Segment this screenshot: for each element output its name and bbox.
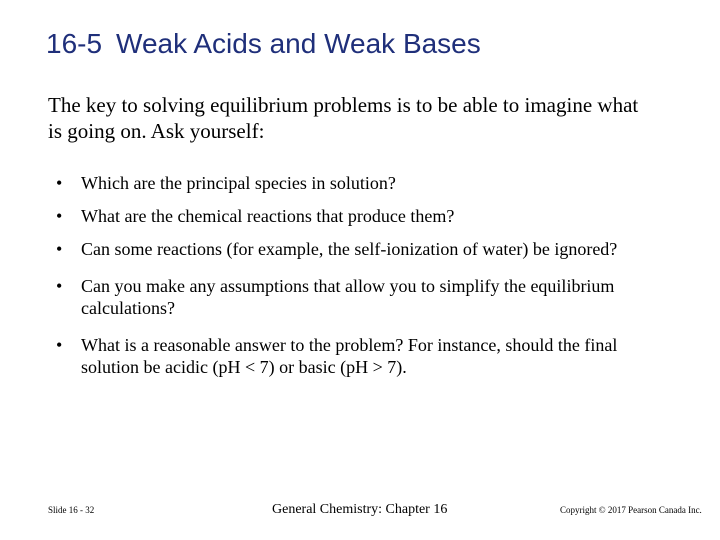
bullet-icon: • [56, 239, 63, 259]
bullet-item [56, 275, 656, 319]
slide-title-number: 16-5 [46, 28, 103, 59]
bullet-icon: • [56, 276, 63, 296]
footer-copyright: Copyright © 2017 Pearson Canada Inc. [560, 505, 702, 515]
footer-slide-number: Slide 16 - 32 [48, 505, 95, 515]
bullet-text: What is a reasonable answer to the problem? For instance, should the final solution be acidic (pH < 7) or basic (pH > 7). [81, 335, 618, 377]
bullet-item [56, 238, 656, 260]
footer-course-title: General Chemistry: Chapter 16 [272, 502, 448, 517]
bullet-item [56, 172, 656, 194]
bullet-icon: • [56, 173, 63, 193]
slide-title-text: Weak Acids and Weak Bases [116, 28, 481, 59]
bullet-icon: • [56, 335, 63, 355]
bullet-item [56, 334, 656, 378]
intro-paragraph: The key to solving equilibrium problems is to be able to imagine what is going on. Ask yourself: [48, 93, 639, 143]
bullet-list [56, 172, 656, 378]
bullet-item [56, 205, 656, 227]
bullet-text: Can you make any assumptions that allow you to simplify the equilibrium calculations? [81, 276, 615, 318]
slide-title [46, 28, 481, 60]
bullet-text: Can some reactions (for example, the self-ionization of water) be ignored? [81, 239, 618, 259]
bullet-text: What are the chemical reactions that produce them? [81, 206, 455, 226]
bullet-icon: • [56, 206, 63, 226]
bullet-text: Which are the principal species in solution? [81, 173, 396, 193]
